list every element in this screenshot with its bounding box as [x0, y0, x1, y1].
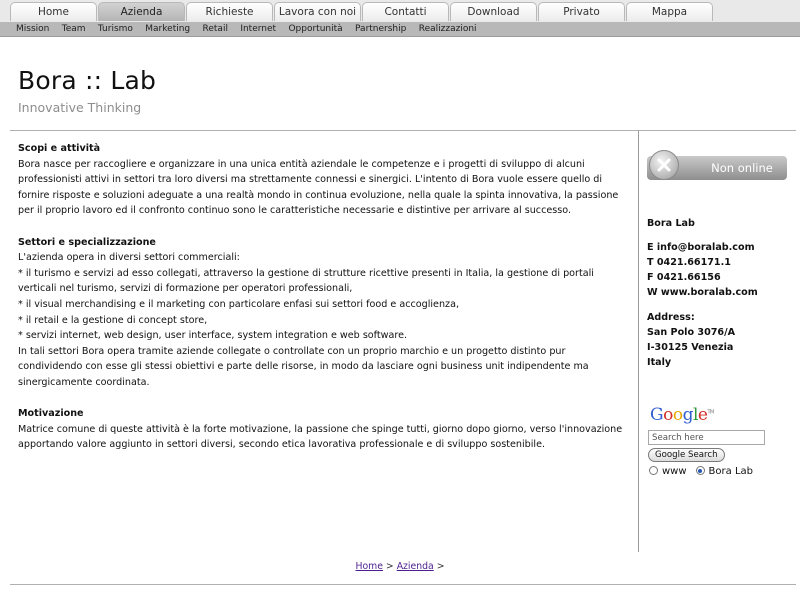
- radio-bora-lab[interactable]: [696, 466, 705, 475]
- breadcrumb-separator: >: [385, 561, 394, 572]
- subnav-mission[interactable]: Mission: [16, 24, 50, 34]
- address-label: Address:: [647, 312, 695, 323]
- tab-lavora-con-noi[interactable]: Lavora con noi: [274, 2, 361, 21]
- site-title: Bora :: Lab: [18, 66, 157, 95]
- tab-richieste[interactable]: Richieste: [186, 2, 273, 21]
- address-block: [647, 310, 792, 370]
- contact-email: E info@boralab.com: [647, 242, 755, 253]
- offline-x-icon: [649, 150, 679, 180]
- subnav-internet[interactable]: Internet: [240, 24, 277, 34]
- status-label: Non online: [711, 161, 773, 175]
- column-divider: [638, 131, 639, 552]
- section-paragraph: Matrice comune di queste attività è la forte motivazione, la passione che spinge tutti, giorno dopo giorno, verso l'innovazione apportando valore aggiunto in settori diversi, secondo etica lavorativa professionale e di sviluppo sostenibile.: [18, 423, 623, 451]
- breadcrumb-separator: >: [436, 561, 445, 572]
- tab-mappa[interactable]: Mappa: [626, 2, 713, 21]
- online-status-badge: [647, 148, 787, 182]
- subnav-retail[interactable]: Retail: [202, 24, 228, 34]
- breadcrumb: [0, 561, 800, 572]
- tab-contatti[interactable]: Contatti: [362, 2, 449, 21]
- site-tagline: Innovative Thinking: [18, 100, 142, 115]
- search-scope: [649, 465, 762, 479]
- tab-home[interactable]: Home: [10, 2, 97, 21]
- main-content: [18, 141, 630, 468]
- radio-www-label: www: [662, 466, 687, 477]
- subnav-team[interactable]: Team: [61, 24, 86, 34]
- sub-nav-bar: [0, 22, 800, 37]
- google-logo-tm: TM: [707, 409, 714, 416]
- list-item: * il retail e la gestione di concept store,: [18, 314, 208, 326]
- breadcrumb-azienda-link[interactable]: Azienda: [396, 561, 434, 572]
- section-paragraph: L'azienda opera in diversi settori commerciali:: [18, 252, 240, 264]
- section-motivazione: [18, 406, 630, 453]
- contact-phone: T 0421.66171.1: [647, 257, 731, 268]
- tab-download[interactable]: Download: [450, 2, 537, 21]
- subnav-marketing[interactable]: Marketing: [145, 24, 191, 34]
- section-scopi: [18, 141, 630, 219]
- sub-nav: [16, 22, 486, 36]
- section-heading: Settori e specializzazione: [18, 236, 156, 248]
- section-settori: [18, 235, 630, 391]
- section-paragraph: In tali settori Bora opera tramite aziende collegate o controllate con un proprio marchio e un progetto distinto pur condividendo con esse gli stessi obiettivi e parte delle risorse, in modo da lasciare ogni business unit indipendente ma sinergicamente coordinata.: [18, 345, 589, 388]
- breadcrumb-home-link[interactable]: Home: [355, 561, 383, 572]
- google-logo: [650, 405, 714, 425]
- list-item: * il visual merchandising e il marketing con particolare enfasi sui settori food e accoglienza,: [18, 298, 460, 310]
- header-divider: [10, 130, 796, 131]
- subnav-realizzazioni[interactable]: Realizzazioni: [418, 24, 477, 34]
- company-name: Bora Lab: [647, 218, 695, 229]
- list-item: * servizi internet, web design, user interface, system integration e web software.: [18, 330, 408, 342]
- tab-azienda[interactable]: Azienda: [98, 2, 185, 21]
- tab-privato[interactable]: Privato: [538, 2, 625, 21]
- list-item: * il turismo e servizi ad esso collegati, attraverso la gestione di strutture ricettive presenti in Italia, la gestione di portali verticali nel turismo, servizi di formazione per operatori professionali,: [18, 267, 594, 295]
- radio-www[interactable]: [649, 466, 658, 475]
- main-tab-bar: [0, 0, 800, 22]
- subnav-turismo[interactable]: Turismo: [97, 24, 133, 34]
- google-logo-text: Google: [650, 405, 708, 425]
- footer-divider: [10, 584, 796, 585]
- section-heading: Scopi e attività: [18, 143, 101, 154]
- search-input[interactable]: [648, 430, 765, 445]
- section-paragraph: Bora nasce per raccogliere e organizzare in una unica entità aziendale le competenze e i progetti di sviluppo di alcuni professionisti attivi in settori tra loro diversi ma strettamente connessi e sinergici. L'intento di Bora vuole essere quello di fornire risposte e soluzioni adeguate a una realtà mondo in continua evoluzione, nella quale la spinta innovativa, la passione per il proprio lavoro ed il confronto continuo sono le caratteristiche necessarie e distintive per arrivare al successo.: [18, 158, 619, 217]
- address-street: San Polo 3076/A: [647, 327, 736, 338]
- subnav-partnership[interactable]: Partnership: [355, 24, 407, 34]
- subnav-opportunita[interactable]: Opportunità: [288, 24, 343, 34]
- contact-web: W www.boralab.com: [647, 287, 758, 298]
- address-country: Italy: [647, 357, 672, 368]
- radio-bora-lab-label: Bora Lab: [708, 466, 753, 477]
- contact-block: [647, 240, 792, 300]
- address-city: I-30125 Venezia: [647, 342, 734, 353]
- section-heading: Motivazione: [18, 408, 84, 420]
- contact-fax: F 0421.66156: [647, 272, 721, 283]
- google-search-button[interactable]: Google Search: [648, 448, 725, 462]
